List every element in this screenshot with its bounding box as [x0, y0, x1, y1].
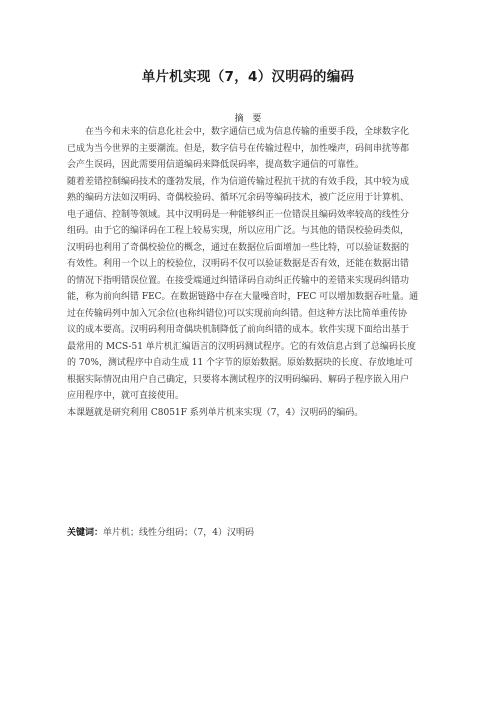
abstract-line: 的 70%，测试程序中自动生成 11 个字节的原始数据。原始数据块的长度、存放地址可 [67, 358, 414, 368]
abstract-line: 汉明码也利用了奇偶校验位的概念，通过在数据位后面增加一些比特，可以验证数据的 [67, 242, 410, 253]
keywords-line [67, 525, 447, 538]
abstract-line: 的情况下指明错误位置。在接受端通过纠错译码自动纠正传输中的差错来实现码纠错功 [67, 275, 410, 286]
abstract-line: 有效性。利用一个以上的校验位，汉明码不仅可以验证数据是否有效，还能在数据出错 [67, 259, 410, 269]
abstract-line: 最常用的 MCS-51 单片机汇编语言的汉明码测试程序。它的有效信息占到了总编码长度 [67, 341, 416, 352]
abstract-line: 过在传输码列中加入冗余位(也称纠错位)可以实现前向纠错。但这种方法比简单重传协 [67, 308, 408, 319]
abstract-line: 熟的编码方法如汉明码、奇偶校验码、循环冗余码等编码技术，被广泛应用于计算机、 [67, 193, 410, 203]
abstract-line: 本课题就是研究利用 C8051F 系列单片机来实现（7，4）汉明码的编码。 [67, 407, 364, 418]
abstract-line: 能，称为前向纠错 FEC。在数据链路中存在大量噪音时，FEC 可以增加数据吞吐量。通 [67, 292, 419, 302]
abstract-line: 会产生误码，因此需要用信道编码来降低误码率，提高数字通信的可靠性。 [67, 160, 365, 170]
abstract-line: 随着差错控制编码技术的蓬勃发展，作为信道传输过程抗干扰的有效手段，其中较为成 [67, 176, 410, 187]
abstract-line: 在当今和未来的信息化社会中，数字通信已成为信息传输的重要手段，全球数字化 [67, 127, 410, 137]
abstract-line: 根据实际情况由用户自己确定，只要将本测试程序的汉明码编码、解码子程序嵌入用户 [67, 374, 410, 385]
abstract-line: 应用程序中，就可直接使用。 [67, 391, 185, 401]
keywords-label: 关键词： [67, 528, 104, 538]
abstract-line: 组码。由于它的编译码在工程上较易实现，所以应用广泛。与其他的错误校验码类似， [67, 226, 410, 236]
abstract-line: 电子通信、控制等领域。其中汉明码是一种能够纠正一位错误且编码效率较高的线性分 [67, 209, 410, 220]
abstract-line: 已成为当今世界的主要潮流。但是，数字信号在传输过程中，加性噪声，码间串扰等都 [67, 143, 410, 154]
abstract-body [67, 124, 443, 421]
keywords-text: 单片机；线性分组码；（7，4）汉明码 [103, 528, 254, 538]
abstract-heading: 摘 要 [234, 114, 262, 124]
document-title: 单片机实现（7，4）汉明码的编码 [141, 69, 355, 85]
abstract-line: 议的成本要高。汉明码利用奇偶块机制降低了前向纠错的成本。软件实现下面给出基于 [67, 325, 410, 335]
